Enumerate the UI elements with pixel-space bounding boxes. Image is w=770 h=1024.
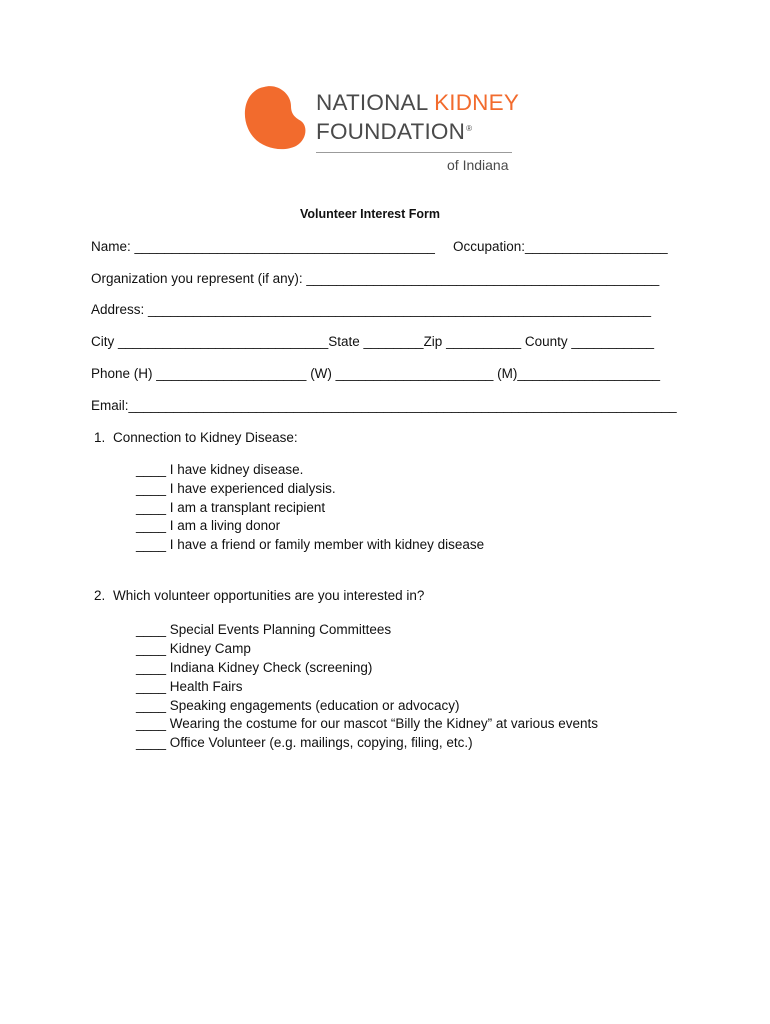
form-title: Volunteer Interest Form [299, 207, 441, 221]
q1-option[interactable]: ____ I am a transplant recipient [136, 500, 326, 515]
organization-field[interactable]: Organization you represent (if any): _______________________________________________ [91, 271, 660, 286]
q2-option[interactable]: ____ Speaking engagements (education or advocacy) [136, 698, 460, 713]
logo-line-1: NATIONAL KIDNEY [316, 90, 520, 115]
q1-option[interactable]: ____ I am a living donor [136, 518, 281, 533]
phone-field[interactable]: Phone (H) ____________________ (W) _____________________ (M)___________________ [91, 366, 660, 381]
email-field[interactable]: Email:_________________________________________________________________________ [91, 398, 677, 413]
q2-option[interactable]: ____ Office Volunteer (e.g. mailings, copying, filing, etc.) [136, 735, 473, 750]
nkf-logo [244, 84, 524, 176]
address-field[interactable]: Address: ___________________________________________________________________ [91, 302, 652, 317]
name-field[interactable]: Name: ________________________________________ [91, 239, 435, 254]
q1-option[interactable]: ____ I have kidney disease. [136, 462, 304, 477]
question-2-number: 2. [94, 588, 106, 603]
q2-option[interactable]: ____ Health Fairs [136, 679, 243, 694]
question-2 [94, 589, 424, 603]
question-1-text: Connection to Kidney Disease: [113, 430, 298, 445]
q1-option[interactable]: ____ I have a friend or family member with kidney disease [136, 537, 485, 552]
q2-option[interactable]: ____ Indiana Kidney Check (screening) [136, 660, 373, 675]
q2-option[interactable]: ____ Wearing the costume for our mascot “Billy the Kidney” at various events [136, 716, 598, 731]
logo-line-2: FOUNDATION® [316, 119, 473, 144]
q2-option[interactable]: ____ Special Events Planning Committees [136, 622, 392, 637]
occupation-field[interactable]: Occupation:___________________ [453, 239, 668, 254]
question-2-text: Which volunteer opportunities are you interested in? [113, 588, 425, 603]
kidney-bean-icon [244, 84, 308, 150]
logo-subtitle: of Indiana [447, 157, 509, 173]
question-1 [94, 431, 298, 445]
q1-option[interactable]: ____ I have experienced dialysis. [136, 481, 336, 496]
question-1-number: 1. [94, 430, 106, 445]
q2-option[interactable]: ____ Kidney Camp [136, 641, 251, 656]
city-state-zip-county-field[interactable]: City ____________________________State ________Zip __________ County ___________ [91, 334, 655, 349]
logo-divider [316, 152, 512, 153]
